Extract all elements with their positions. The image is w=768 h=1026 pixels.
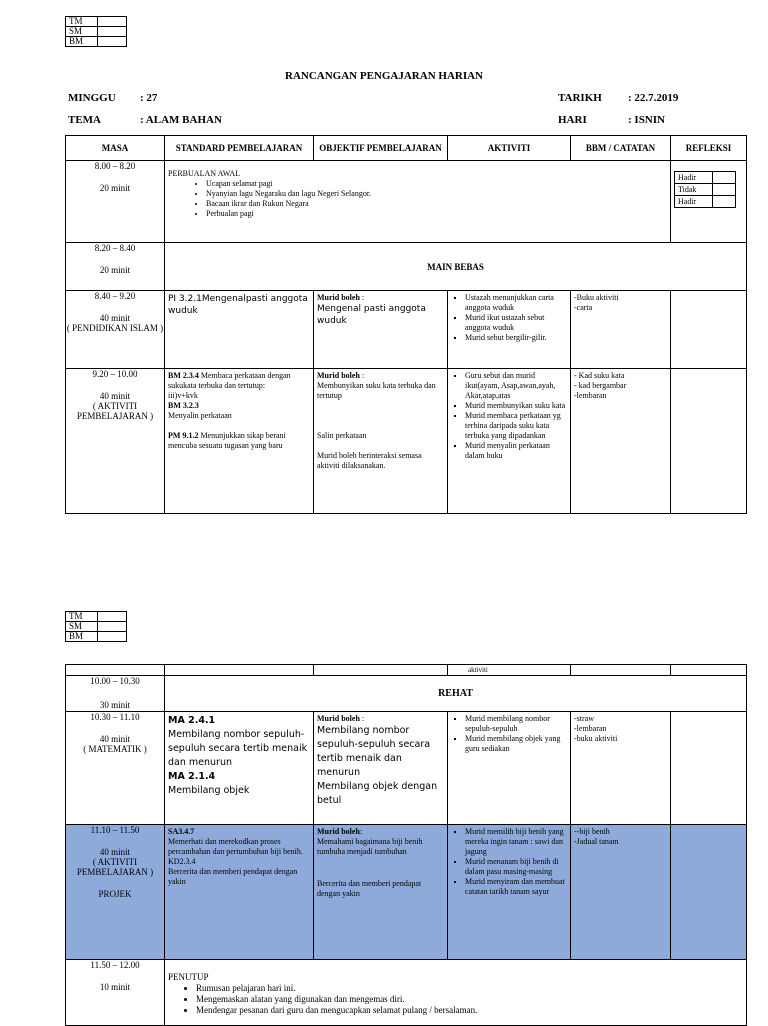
obj-bold: Murid boleh [317,371,360,380]
bbm-item: -carta [574,303,593,312]
standard-cell: PI 3.2.1Mengenalpasti anggota wuduk [165,291,314,369]
list-item: • Nyanyian lagu Negaraku dan lagu Negeri Selangor. [206,189,667,199]
subject-label: ( AKTIVITI PEMBELAJARAN ) [76,857,154,877]
obj-text: Memahami bagaimana biji benih tumbuha menjadi tumbuhan [317,837,423,856]
obj-text: Salin perkataan [317,431,367,440]
tarikh-label: TARIKH [558,92,602,104]
time-cell [66,825,165,960]
table-row [66,243,747,291]
refleksi-cell [671,712,747,825]
std-code: BM 2.3.4 [168,371,199,380]
bbm-cell [571,291,671,369]
time-cell [66,291,165,369]
std-code: SA3.4.7 [168,827,195,836]
standard-cell [165,825,314,960]
legend-tm: TM [66,612,98,622]
objektif-cell [314,712,448,825]
refleksi-cell [671,291,747,369]
table-row [66,676,747,712]
projek-label: PROJEK [98,889,132,899]
obj-bold: Murid boleh [317,827,360,836]
duration: 10 minit [99,982,131,992]
table-row-highlighted [66,825,747,960]
list-item: • Perbualan pagi [206,209,667,219]
obj-rest: : [359,293,365,302]
legend-bm-box [98,632,127,642]
std-code: BM 3.2.3 [168,401,199,410]
list-item: ▪ Murid membilang nombor sepuluh-sepuluh [465,714,567,734]
legend-sm: SM [66,622,98,632]
std-code: MA 2.4.1 [168,715,216,726]
tema-value: : ALAM BAHAN [140,114,222,126]
bbm-item: -Jadual tanam [574,837,619,846]
time-range: 8.00 – 8.20 [94,161,136,171]
list-item: ▪ Murid menyalin perkataan dalam buku [465,441,567,461]
objektif-cell [314,291,448,369]
list-item: ▪ Murid ikut ustazah sebut anggota wuduk [465,313,567,333]
subject-label: ( MATEMATIK ) [83,744,147,754]
std-text: Membilang objek [168,785,250,796]
time-range: 11.10 – 11.50 [90,825,140,835]
obj-bold: Murid boleh [317,714,360,723]
std-text: Memerhati dan merekodkan proses percambahan dan pertumbuhan biji benih. [168,837,303,856]
duration: 40 minit [99,847,131,857]
time-cell [66,243,165,291]
objektif-cell [314,369,448,514]
std-code: PM 9.1.2 [168,431,199,440]
std-text: Bercerita dan memberi pendapat dengan yakin [168,867,298,886]
legend-tm-box [98,612,127,622]
std-text: Menyalin perkataan [168,411,232,420]
obj-text: Membunyikan suku kata terbuka dan tertutup [317,381,436,400]
duration: 40 minit [99,734,131,744]
time-cell [66,960,165,1026]
bbm-cell [571,825,671,960]
std-text: KD2.3.4 [168,857,196,866]
lesson-plan-table-1 [65,135,747,514]
header-bbm: BBM / CATATAN [571,136,671,161]
obj-text: Membilang objek dengan betul [317,781,438,806]
obj-rest: : [359,714,365,723]
legend-sm: SM [66,27,98,37]
legend-tm: TM [66,17,98,27]
list-item: ▪ Murid membaca perkataan yg terbina daripada suku kata terbuka yang dipadankan [465,411,567,441]
time-cell [66,712,165,825]
tidak-box [713,184,736,196]
page-title: RANCANGAN PENGAJARAN HARIAN [285,70,483,82]
hadir-label: Hadir [675,172,713,184]
bbm-item: -Buku aktiviti [574,293,619,302]
bbm-item: -buku aktiviti [574,734,618,743]
aktiviti-cell [448,825,571,960]
header-masa: MASA [66,136,165,161]
header-aktiviti: AKTIVITI [448,136,571,161]
legend-bm: BM [66,632,98,642]
duration: 40 minit [99,313,131,323]
minggu-value: : 27 [140,92,158,104]
bbm-item: --biji benih [574,827,610,836]
list-item: ▪ Murid menanam biji benih di dalam pasu masing-masing [465,857,567,877]
table-row [66,665,747,676]
continued-text: aktiviti [448,665,571,676]
time-range: 10.00 – 10.30 [90,676,140,686]
perbualan-cell [165,161,671,243]
standard-cell [165,712,314,825]
legend-table-bottom [65,611,127,642]
legend-table-top [65,16,127,47]
obj-text: Bercerita dan memberi pendapat dengan yakin [317,879,422,898]
minggu-label: MINGGU [68,92,116,104]
duration: 30 minit [99,700,131,710]
obj-bold: Murid boleh [317,293,360,302]
duration: 20 minit [99,183,131,193]
list-item: ▪ Murid memilih biji benih yang mereka ingin tanam : sawi dan jagung [465,827,567,857]
table-row [66,369,747,514]
attendance-table [674,171,736,208]
tema-label: TEMA [68,114,101,126]
bbm-item: - Kad suku kata [574,371,625,380]
time-range: 8.40 – 9.20 [94,291,136,301]
header-refleksi: REFLEKSI [671,136,747,161]
time-range: 8.20 – 8.40 [94,243,136,253]
time-range: 9.20 – 10.00 [92,369,138,379]
bbm-item: - kad bergambar [574,381,627,390]
refleksi-cell [671,369,747,514]
duration: 20 minit [99,265,131,275]
obj-text: Murid boleh berinteraksi semasa aktiviti dilaksanakan. [317,451,422,470]
refleksi-cell [671,825,747,960]
time-cell [66,676,165,712]
time-range: 11.50 – 12.00 [90,960,140,970]
aktiviti-cell [448,291,571,369]
table-row [66,960,747,1026]
penutup-cell [165,960,747,1026]
bbm-cell [571,369,671,514]
std-text: iii)v+kvk [168,391,198,400]
aktiviti-cell [448,712,571,825]
header-standard: STANDARD PEMBELAJARAN [165,136,314,161]
obj-text: Membilang nombor sepuluh-sepuluh secara tertib menaik dan menurun [317,725,431,778]
list-item: ▪ Ustazah menunjukkan carta anggota wuduk [465,293,567,313]
list-item: • Rumusan pelajaran hari ini. [196,983,743,994]
list-item: • Ucapan selamat pagi [206,179,667,189]
objektif-cell [314,825,448,960]
rehat-label: REHAT [165,676,747,712]
obj-rest: : [359,371,365,380]
bbm-item: -lembaran [574,391,607,400]
lesson-plan-table-2 [65,664,747,1026]
list-item: ▪ Murid membunyikan suku kata [465,401,567,411]
time-cell [66,369,165,514]
legend-sm-box [98,622,127,632]
list-item: ▪ Murid sebut bergilir-gilir. [465,333,567,343]
hari-label: HARI [558,114,587,126]
refleksi-cell [671,161,747,243]
std-text: Membaca perkataan dengan sukukata terbuka dan tertutup: [168,371,291,390]
list-item: ▪ Murid menyiram dan membuat catatan tarikh tanam sayur [465,877,567,897]
subject-label: ( AKTIVITI PEMBELAJARAN ) [76,401,154,421]
obj-text: Mengenal pasti anggota wuduk [317,304,426,326]
obj-rest: : [359,827,363,836]
header-objektif: OBJEKTIF PEMBELAJARAN [314,136,448,161]
hari-value: : ISNIN [628,114,665,126]
list-item: • Bacaan ikrar dan Rukun Negara [206,199,667,209]
tidak-label: Tidak [675,184,713,196]
legend-bm: BM [66,37,98,47]
list-item: • Mengemaskan alatan yang digunakan dan mengemas diri. [196,994,743,1005]
bbm-item: -straw [574,714,594,723]
aktiviti-cell [448,369,571,514]
legend-sm-box [98,27,127,37]
hadir2-box [713,196,736,208]
bbm-cell [571,712,671,825]
list-item: ▪ Murid membilang objek yang guru sediakan [465,734,567,754]
duration: 40 minit [99,391,131,401]
list-item: • Mendengar pesanan dari guru dan mengucapkan selamat pulang / bersalaman. [196,1005,743,1016]
hadir2-label: Hadir [675,196,713,208]
table-row [66,161,747,243]
std-text: Menunjukkan sikap berani mencuba sesuatu tugasan yang baru [168,431,286,450]
std-code: MA 2.1.4 [168,771,216,782]
list-item: ▪ Guru sebut dan murid ikut(ayam, Asap,awan,ayah, Akar,atap,atas [465,371,567,401]
table-row [66,291,747,369]
subject-label: ( PENDIDIKAN ISLAM ) [66,323,164,333]
perbualan-title: PERBUALAN AWAL [168,169,241,178]
main-bebas-label: MAIN BEBAS [165,243,747,291]
penutup-title: PENUTUP [168,972,209,982]
time-cell [66,161,165,243]
standard-cell [165,369,314,514]
table-row [66,712,747,825]
std-text: Membilang nombor sepuluh-sepuluh secara tertib menaik dan menurun [168,729,308,768]
legend-bm-box [98,37,127,47]
legend-tm-box [98,17,127,27]
tarikh-value: : 22.7.2019 [628,92,679,104]
hadir-box [713,172,736,184]
time-range: 10.30 – 11.10 [90,712,140,722]
bbm-item: -lembaran [574,724,607,733]
